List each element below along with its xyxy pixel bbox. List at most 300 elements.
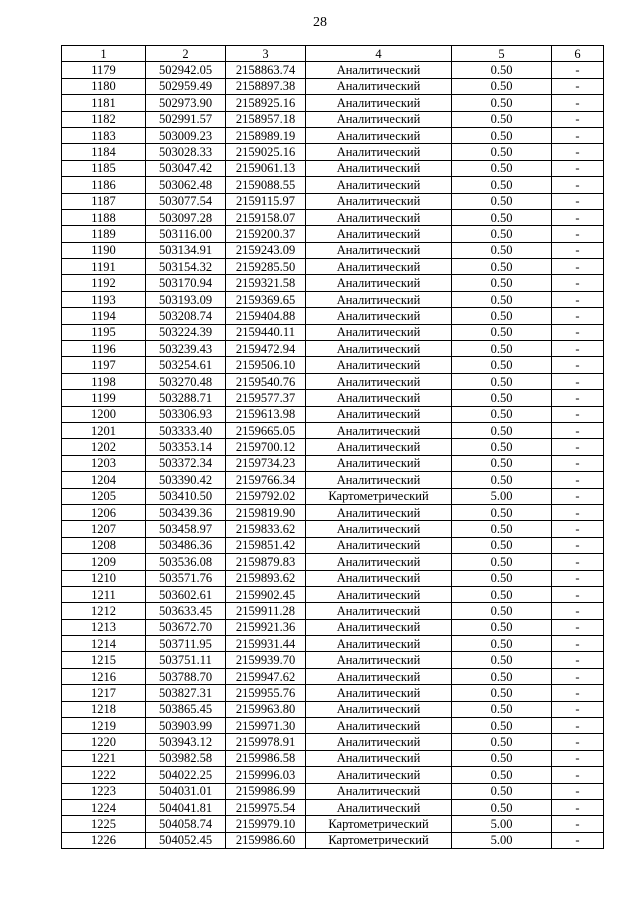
table-cell: 0.50	[452, 324, 552, 340]
table-cell: 1193	[62, 291, 146, 307]
table-cell: -	[552, 636, 604, 652]
table-cell: Аналитический	[306, 357, 452, 373]
table-cell: 1196	[62, 341, 146, 357]
table-row	[62, 308, 604, 324]
table-cell: 0.50	[452, 275, 552, 291]
table-cell: 0.50	[452, 193, 552, 209]
table-cell: 1208	[62, 537, 146, 553]
column-header: 4	[306, 46, 452, 62]
table-cell: 0.50	[452, 783, 552, 799]
table-cell: Аналитический	[306, 160, 452, 176]
table-cell: Аналитический	[306, 783, 452, 799]
table-row	[62, 767, 604, 783]
table-cell: 1194	[62, 308, 146, 324]
table-cell: 0.50	[452, 259, 552, 275]
table-cell: 503353.14	[146, 439, 226, 455]
table-cell: -	[552, 652, 604, 668]
table-cell: 1223	[62, 783, 146, 799]
table-cell: 0.50	[452, 734, 552, 750]
table-cell: 0.50	[452, 570, 552, 586]
table-cell: 2159931.44	[226, 636, 306, 652]
table-cell: 2159986.99	[226, 783, 306, 799]
table-cell: -	[552, 341, 604, 357]
table-cell: 503571.76	[146, 570, 226, 586]
table-cell: Картометрический	[306, 832, 452, 848]
table-cell: -	[552, 570, 604, 586]
table-row	[62, 783, 604, 799]
table-cell: 1187	[62, 193, 146, 209]
table-cell: 503208.74	[146, 308, 226, 324]
table-cell: -	[552, 242, 604, 258]
table-cell: -	[552, 668, 604, 684]
table-cell: 2159978.91	[226, 734, 306, 750]
table-row	[62, 455, 604, 471]
table-cell: Аналитический	[306, 472, 452, 488]
table-cell: 0.50	[452, 472, 552, 488]
table-cell: Аналитический	[306, 291, 452, 307]
table-cell: 2159404.88	[226, 308, 306, 324]
table-cell: Аналитический	[306, 750, 452, 766]
table-cell: -	[552, 685, 604, 701]
table-cell: 502991.57	[146, 111, 226, 127]
table-cell: 0.50	[452, 160, 552, 176]
table-cell: Аналитический	[306, 799, 452, 815]
table-cell: Аналитический	[306, 767, 452, 783]
table-cell: 0.50	[452, 652, 552, 668]
table-cell: 2159792.02	[226, 488, 306, 504]
table-cell: 0.50	[452, 308, 552, 324]
table-cell: 1210	[62, 570, 146, 586]
table-row	[62, 275, 604, 291]
table-cell: 1211	[62, 586, 146, 602]
table-cell: 0.50	[452, 144, 552, 160]
table-cell: 1201	[62, 422, 146, 438]
table-cell: 503288.71	[146, 390, 226, 406]
table-cell: 2159700.12	[226, 439, 306, 455]
table-cell: -	[552, 554, 604, 570]
table-cell: 2159879.83	[226, 554, 306, 570]
table-cell: 2159540.76	[226, 373, 306, 389]
table-cell: 1204	[62, 472, 146, 488]
table-cell: -	[552, 95, 604, 111]
table-cell: 0.50	[452, 390, 552, 406]
table-cell: 1218	[62, 701, 146, 717]
table-cell: -	[552, 324, 604, 340]
header-row	[62, 46, 604, 62]
table-cell: Аналитический	[306, 439, 452, 455]
table-cell: 0.50	[452, 799, 552, 815]
table-cell: 0.50	[452, 521, 552, 537]
table-cell: 1205	[62, 488, 146, 504]
table-cell: 2159819.90	[226, 504, 306, 520]
table-cell: -	[552, 816, 604, 832]
table-cell: 1186	[62, 177, 146, 193]
table-cell: 503903.99	[146, 718, 226, 734]
table-cell: Аналитический	[306, 177, 452, 193]
table-cell: 1199	[62, 390, 146, 406]
table-row	[62, 816, 604, 832]
table-cell: -	[552, 226, 604, 242]
table-cell: 2158989.19	[226, 127, 306, 143]
table-cell: 503154.32	[146, 259, 226, 275]
table-cell: 0.50	[452, 668, 552, 684]
table-cell: 503170.94	[146, 275, 226, 291]
table-cell: 0.50	[452, 718, 552, 734]
table-cell: 503062.48	[146, 177, 226, 193]
table-cell: 1219	[62, 718, 146, 734]
table-cell: 503224.39	[146, 324, 226, 340]
table-cell: 503193.09	[146, 291, 226, 307]
table-cell: -	[552, 291, 604, 307]
table-cell: 2159996.03	[226, 767, 306, 783]
table-cell: -	[552, 586, 604, 602]
table-cell: Аналитический	[306, 95, 452, 111]
table-cell: 2159200.37	[226, 226, 306, 242]
table-cell: Аналитический	[306, 226, 452, 242]
table-cell: 502973.90	[146, 95, 226, 111]
table-row	[62, 554, 604, 570]
table-cell: -	[552, 799, 604, 815]
table-cell: -	[552, 455, 604, 471]
table-cell: 502942.05	[146, 62, 226, 78]
table-cell: Аналитический	[306, 554, 452, 570]
table-row	[62, 472, 604, 488]
table-header	[62, 46, 604, 62]
table-cell: 0.50	[452, 177, 552, 193]
table-cell: 2159369.65	[226, 291, 306, 307]
table-row	[62, 324, 604, 340]
table-cell: 0.50	[452, 373, 552, 389]
table-cell: -	[552, 127, 604, 143]
table-cell: -	[552, 390, 604, 406]
table-cell: 2159088.55	[226, 177, 306, 193]
table-cell: 1206	[62, 504, 146, 520]
table-cell: 2159975.54	[226, 799, 306, 815]
table-cell: 1213	[62, 619, 146, 635]
table-cell: 1209	[62, 554, 146, 570]
table-cell: 0.50	[452, 209, 552, 225]
table-cell: -	[552, 734, 604, 750]
table-row	[62, 488, 604, 504]
table-cell: Аналитический	[306, 127, 452, 143]
table-cell: 0.50	[452, 111, 552, 127]
table-cell: 0.50	[452, 701, 552, 717]
table-cell: -	[552, 193, 604, 209]
table-cell: Аналитический	[306, 570, 452, 586]
table-cell: -	[552, 701, 604, 717]
table-cell: Аналитический	[306, 636, 452, 652]
table-cell: Аналитический	[306, 619, 452, 635]
table-row	[62, 144, 604, 160]
table-row	[62, 341, 604, 357]
table-row	[62, 422, 604, 438]
table-cell: -	[552, 439, 604, 455]
coordinates-table	[61, 45, 604, 849]
table-cell: -	[552, 472, 604, 488]
table-cell: 1225	[62, 816, 146, 832]
table-row	[62, 750, 604, 766]
table-cell: 1216	[62, 668, 146, 684]
table-cell: 503116.00	[146, 226, 226, 242]
table-cell: 0.50	[452, 767, 552, 783]
table-cell: 1182	[62, 111, 146, 127]
table-cell: 2159321.58	[226, 275, 306, 291]
table-cell: 2159939.70	[226, 652, 306, 668]
table-cell: 504041.81	[146, 799, 226, 815]
table-cell: 503439.36	[146, 504, 226, 520]
table-row	[62, 193, 604, 209]
table-cell: 503943.12	[146, 734, 226, 750]
table-cell: 1195	[62, 324, 146, 340]
table-cell: Аналитический	[306, 193, 452, 209]
table-cell: 1188	[62, 209, 146, 225]
table-cell: 503390.42	[146, 472, 226, 488]
table-cell: 2158897.38	[226, 78, 306, 94]
table-cell: 504031.01	[146, 783, 226, 799]
table-cell: 0.50	[452, 685, 552, 701]
table-cell: 503333.40	[146, 422, 226, 438]
table-cell: 503982.58	[146, 750, 226, 766]
table-cell: 1217	[62, 685, 146, 701]
table-row	[62, 62, 604, 78]
table-cell: -	[552, 832, 604, 848]
table-cell: 2159947.62	[226, 668, 306, 684]
table-cell: Картометрический	[306, 488, 452, 504]
table-cell: 0.50	[452, 586, 552, 602]
table-cell: 0.50	[452, 750, 552, 766]
table-cell: Аналитический	[306, 209, 452, 225]
table-cell: 503254.61	[146, 357, 226, 373]
table-cell: 503788.70	[146, 668, 226, 684]
table-cell: 502959.49	[146, 78, 226, 94]
table-cell: Аналитический	[306, 504, 452, 520]
table-cell: -	[552, 537, 604, 553]
table-cell: 0.50	[452, 406, 552, 422]
table-cell: 1215	[62, 652, 146, 668]
table-cell: 2159472.94	[226, 341, 306, 357]
table-cell: 503239.43	[146, 341, 226, 357]
table-cell: 503077.54	[146, 193, 226, 209]
table-row	[62, 78, 604, 94]
table-cell: 2159613.98	[226, 406, 306, 422]
table-row	[62, 439, 604, 455]
table-cell: 503486.36	[146, 537, 226, 553]
table-cell: 503134.91	[146, 242, 226, 258]
table-cell: 504052.45	[146, 832, 226, 848]
table-row	[62, 570, 604, 586]
table-cell: 2159243.09	[226, 242, 306, 258]
table-cell: Аналитический	[306, 586, 452, 602]
table-row	[62, 390, 604, 406]
table-cell: Аналитический	[306, 422, 452, 438]
table-cell: 0.50	[452, 537, 552, 553]
table-cell: Аналитический	[306, 537, 452, 553]
table-cell: Аналитический	[306, 390, 452, 406]
table-cell: 503306.93	[146, 406, 226, 422]
table-cell: -	[552, 357, 604, 373]
table-cell: 1179	[62, 62, 146, 78]
table-cell: Аналитический	[306, 275, 452, 291]
table-cell: 2159921.36	[226, 619, 306, 635]
table-row	[62, 95, 604, 111]
table-row	[62, 734, 604, 750]
table-cell: 1197	[62, 357, 146, 373]
column-header: 5	[452, 46, 552, 62]
table-cell: -	[552, 62, 604, 78]
table-cell: -	[552, 373, 604, 389]
table-cell: 503536.08	[146, 554, 226, 570]
table-row	[62, 291, 604, 307]
table-cell: 2159963.80	[226, 701, 306, 717]
table-row	[62, 603, 604, 619]
table-row	[62, 668, 604, 684]
table-cell: 2159577.37	[226, 390, 306, 406]
table-row	[62, 701, 604, 717]
table-cell: 5.00	[452, 816, 552, 832]
table-cell: 2159506.10	[226, 357, 306, 373]
table-cell: 0.50	[452, 455, 552, 471]
table-cell: 1221	[62, 750, 146, 766]
table-cell: 2159955.76	[226, 685, 306, 701]
table-cell: -	[552, 144, 604, 160]
table-row	[62, 209, 604, 225]
table-cell: 0.50	[452, 439, 552, 455]
table-cell: 503009.23	[146, 127, 226, 143]
column-header: 3	[226, 46, 306, 62]
table-cell: 1185	[62, 160, 146, 176]
table-cell: 0.50	[452, 95, 552, 111]
table-cell: -	[552, 521, 604, 537]
table-row	[62, 406, 604, 422]
table-row	[62, 504, 604, 520]
table-cell: 2158863.74	[226, 62, 306, 78]
table-cell: 1226	[62, 832, 146, 848]
table-cell: Аналитический	[306, 603, 452, 619]
table-cell: Аналитический	[306, 242, 452, 258]
table-cell: Картометрический	[306, 816, 452, 832]
table-cell: 0.50	[452, 78, 552, 94]
table-cell: Аналитический	[306, 521, 452, 537]
table-cell: Аналитический	[306, 685, 452, 701]
table-cell: 2159766.34	[226, 472, 306, 488]
table-cell: -	[552, 259, 604, 275]
table-row	[62, 652, 604, 668]
table-cell: -	[552, 160, 604, 176]
table-cell: Аналитический	[306, 373, 452, 389]
table-cell: 1224	[62, 799, 146, 815]
table-row	[62, 127, 604, 143]
table-row	[62, 177, 604, 193]
table-cell: 503711.95	[146, 636, 226, 652]
table-cell: -	[552, 488, 604, 504]
table-cell: 0.50	[452, 291, 552, 307]
table-row	[62, 619, 604, 635]
table-cell: 503751.11	[146, 652, 226, 668]
table-cell: -	[552, 78, 604, 94]
table-cell: 1222	[62, 767, 146, 783]
table-cell: 1212	[62, 603, 146, 619]
table-cell: 503672.70	[146, 619, 226, 635]
table-row	[62, 537, 604, 553]
table-cell: -	[552, 209, 604, 225]
table-cell: 0.50	[452, 62, 552, 78]
table-cell: Аналитический	[306, 62, 452, 78]
table-cell: 0.50	[452, 242, 552, 258]
table-row	[62, 373, 604, 389]
table-cell: 2159851.42	[226, 537, 306, 553]
table-cell: 2159285.50	[226, 259, 306, 275]
table-cell: 503028.33	[146, 144, 226, 160]
table-cell: Аналитический	[306, 144, 452, 160]
table-row	[62, 636, 604, 652]
table-row	[62, 357, 604, 373]
table-cell: 503410.50	[146, 488, 226, 504]
table-row	[62, 718, 604, 734]
table-cell: 0.50	[452, 636, 552, 652]
table-cell: -	[552, 406, 604, 422]
table-cell: 1191	[62, 259, 146, 275]
table-cell: 2158925.16	[226, 95, 306, 111]
table-cell: 1198	[62, 373, 146, 389]
table-body	[62, 62, 604, 849]
table-cell: Аналитический	[306, 259, 452, 275]
table-cell: 2159986.60	[226, 832, 306, 848]
table-cell: Аналитический	[306, 455, 452, 471]
table-cell: 0.50	[452, 226, 552, 242]
table-cell: Аналитический	[306, 406, 452, 422]
table-cell: 0.50	[452, 603, 552, 619]
table-cell: 504058.74	[146, 816, 226, 832]
table-cell: 2159986.58	[226, 750, 306, 766]
table-cell: 2159061.13	[226, 160, 306, 176]
table-cell: 0.50	[452, 357, 552, 373]
table-cell: 0.50	[452, 504, 552, 520]
table-cell: 2159902.45	[226, 586, 306, 602]
table-cell: -	[552, 718, 604, 734]
table-cell: 1207	[62, 521, 146, 537]
table-cell: -	[552, 603, 604, 619]
column-header: 1	[62, 46, 146, 62]
table-cell: 2159158.07	[226, 209, 306, 225]
table-cell: Аналитический	[306, 701, 452, 717]
table-cell: 503865.45	[146, 701, 226, 717]
table-row	[62, 685, 604, 701]
table-cell: 503372.34	[146, 455, 226, 471]
table-cell: -	[552, 308, 604, 324]
table-cell: Аналитический	[306, 668, 452, 684]
table-cell: 2159893.62	[226, 570, 306, 586]
table-cell: 0.50	[452, 341, 552, 357]
table-cell: 1200	[62, 406, 146, 422]
table-row	[62, 226, 604, 242]
table-cell: 503047.42	[146, 160, 226, 176]
table-cell: -	[552, 619, 604, 635]
table-cell: 2159025.16	[226, 144, 306, 160]
table-cell: 503602.61	[146, 586, 226, 602]
table-cell: 503097.28	[146, 209, 226, 225]
table-cell: 2159911.28	[226, 603, 306, 619]
table-cell: 1189	[62, 226, 146, 242]
table-cell: 504022.25	[146, 767, 226, 783]
table-cell: Аналитический	[306, 324, 452, 340]
table-cell: 0.50	[452, 422, 552, 438]
page-number: 28	[313, 15, 327, 30]
table-cell: 1183	[62, 127, 146, 143]
table-cell: Аналитический	[306, 308, 452, 324]
table-cell: 2159115.97	[226, 193, 306, 209]
table-cell: -	[552, 504, 604, 520]
table-cell: -	[552, 111, 604, 127]
